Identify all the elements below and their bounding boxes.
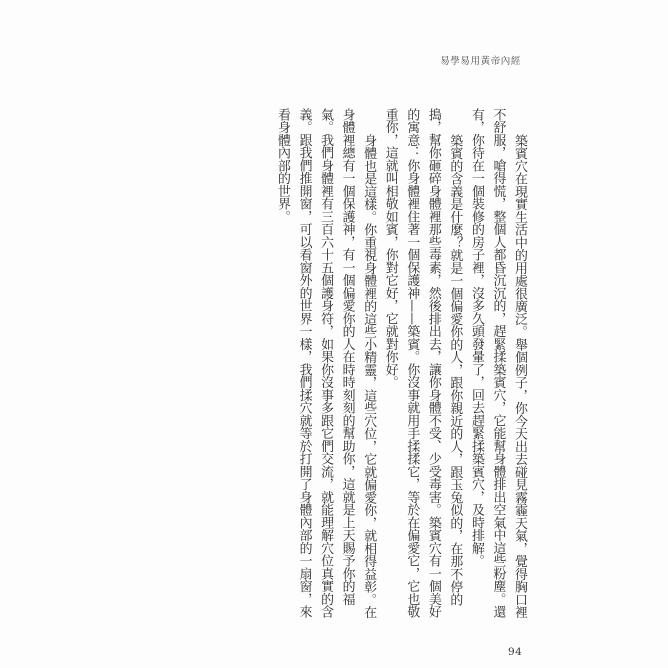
paragraph-2: 築賓的含義是什麼？就是一個偏愛你的人，跟你親近的人，跟玉兔似的，在那不停的搗，幫你砸碎身體裡那些毒素，然後排出去，讓你身體不受、少受毒害。築賓穴有一個美好的寓意：你身體裡住著一個保護神——築賓。你沒事就用手揉揉它，等於在偏愛它，它也敬重你，這就叫相敬如賓，你對它好，它就對你好。	[382, 108, 463, 618]
page-number: 94	[508, 646, 523, 658]
running-header-title: 易學易用黃帝內經	[440, 56, 521, 67]
body-text-block	[230, 108, 530, 625]
paragraph-1: 築賓穴在現實生活中的用處很廣泛。舉個例子，你今天出去碰見霧霾天氣，覺得胸口裡不舒服，嗆得慌，整個人都昏沉沉的，趕緊揉築賓穴，它能幫身體排出空氣中這些粉塵。還有，你待在一個裝修的房子裡，沒多久頭發暈了，回去趕緊揉築賓穴，及時排解。	[468, 108, 527, 619]
paragraph-3: 身體也是這樣。你重視身體裡的這些小精靈，這些穴位，它就偏愛你，就相得益彰。在身體裡總有一個保護神，有一個偏愛你的人在時時刻刻的幫助你，這就是上天賜予你的福氣。我們身體裡有三百六十五個護身符，如果你沒事多跟它們交流，就能理解穴位真實的含義。跟我們推開窗，可以看窗外的世界一樣，我們揉穴就等於打開了身體內部的一扇窗，來看身體內部的世界。	[274, 108, 377, 619]
